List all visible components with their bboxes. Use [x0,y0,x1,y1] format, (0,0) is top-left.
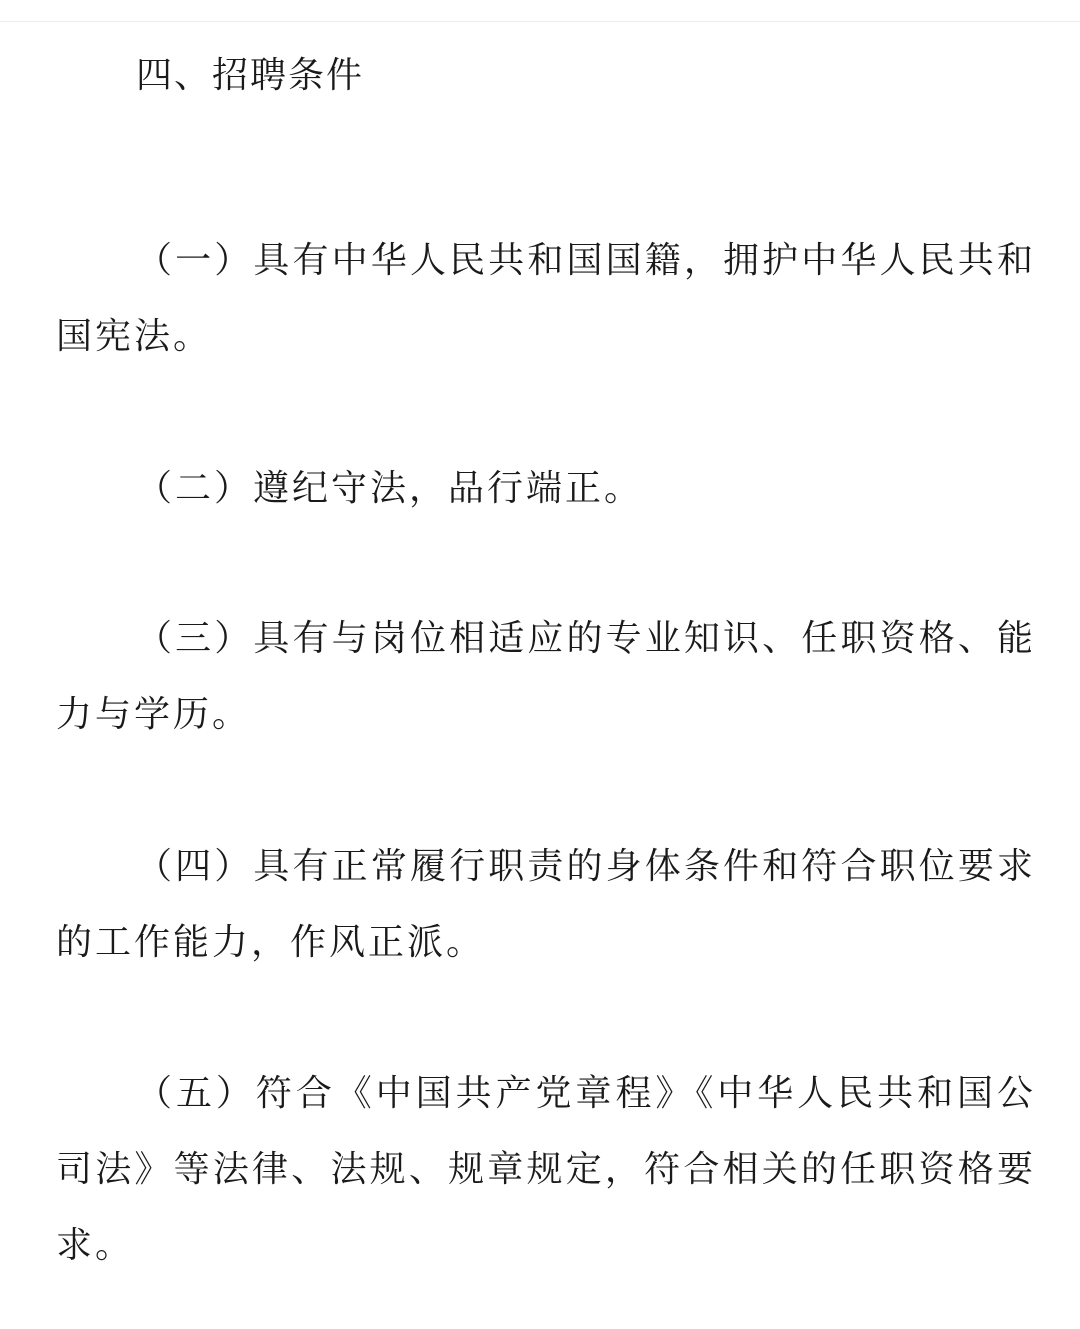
top-divider [0,21,1080,22]
condition-paragraph-3: （三）具有与岗位相适应的专业知识、任职资格、能力与学历。 [56,618,1036,735]
condition-paragraph-4: （四）具有正常履行职责的身体条件和符合职位要求的工作能力，作风正派。 [56,846,1036,963]
condition-paragraph-1: （一）具有中华人民共和国国籍，拥护中华人民共和国宪法。 [56,240,1036,357]
condition-paragraph-2: （二）遵纪守法，品行端正。 [136,468,644,509]
section-heading: 四、招聘条件 [136,55,365,96]
condition-paragraph-5: （五）符合《中国共产党章程》《中华人民共和国公司法》等法律、法规、规章规定，符合相关的任职资格要求。 [56,1073,1036,1266]
